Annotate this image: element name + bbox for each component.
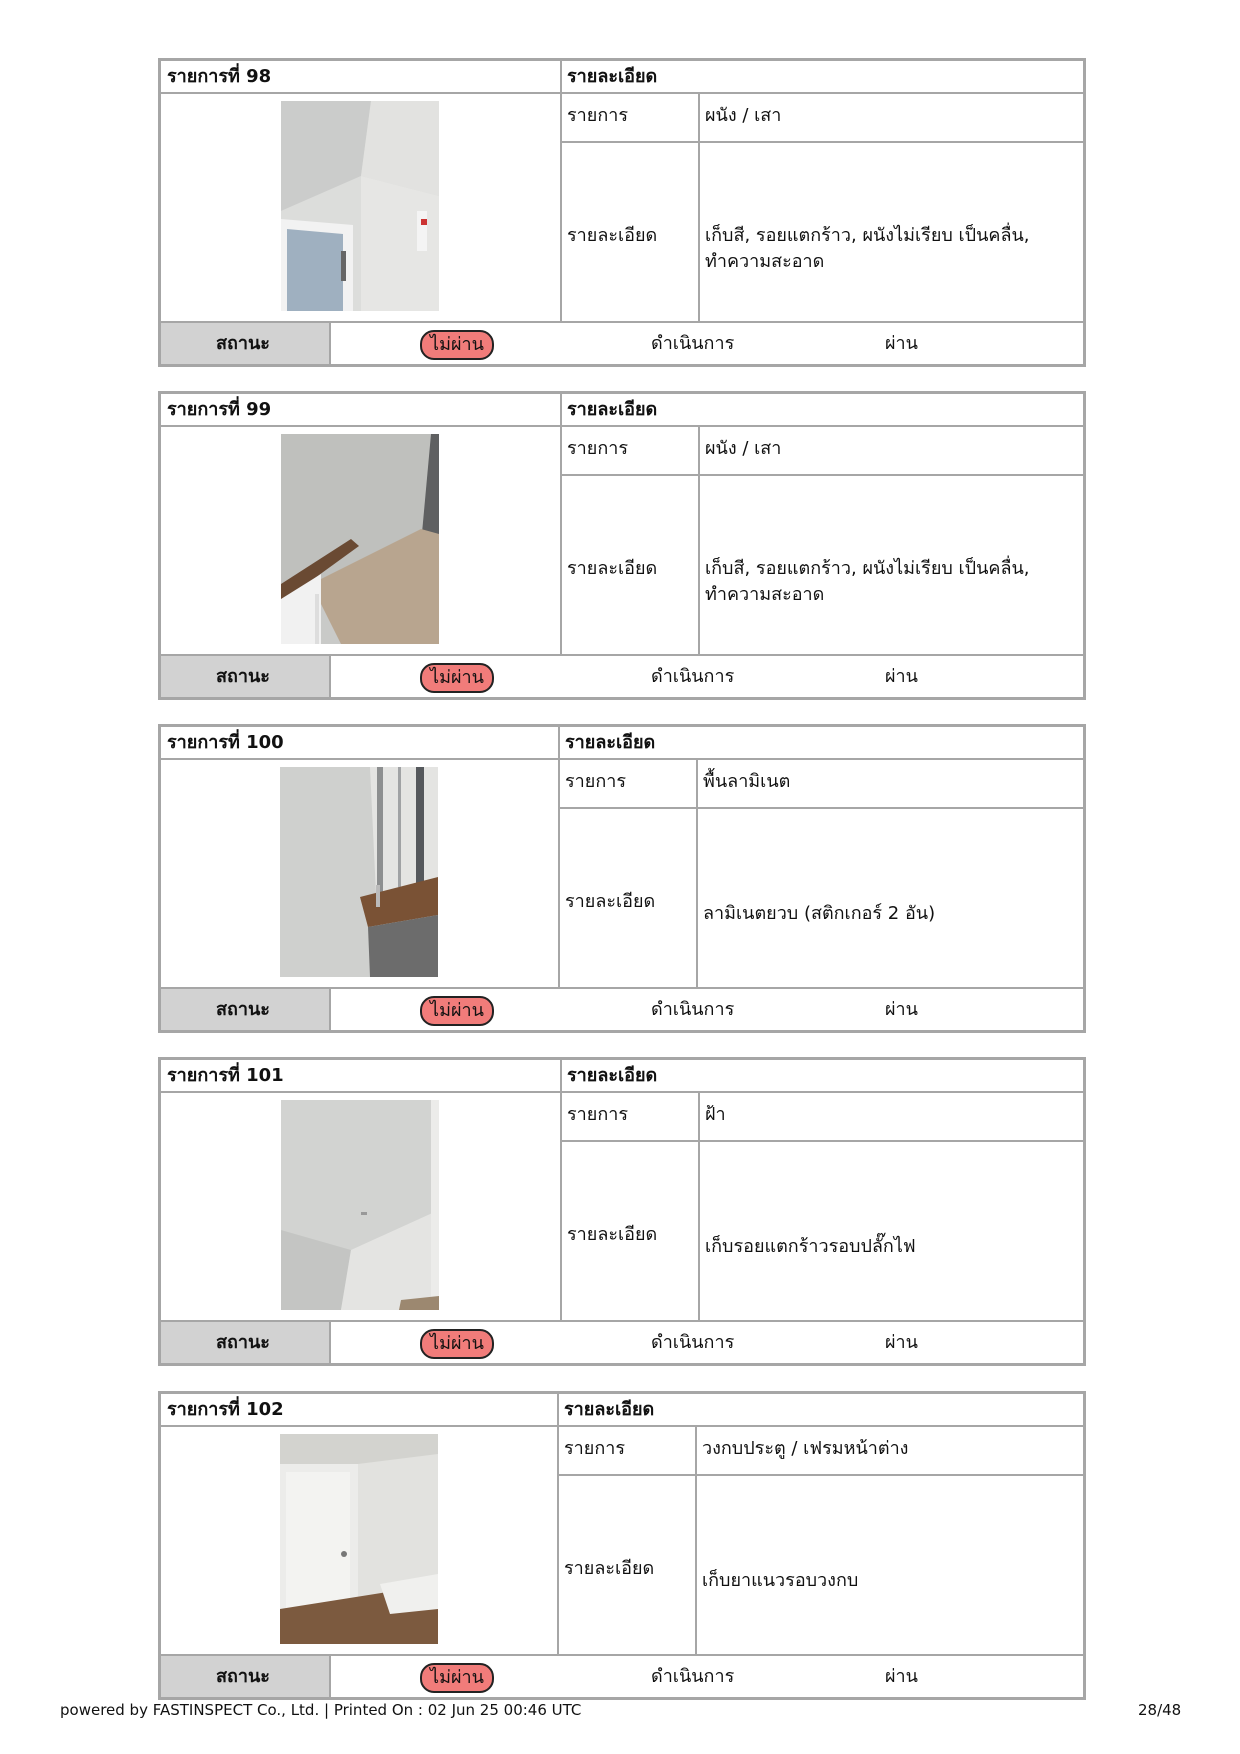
detail-header: รายละเอียด — [565, 732, 656, 753]
row-item-label: รายการ — [564, 1438, 625, 1459]
status-in-progress-option[interactable]: ดำเนินการ — [651, 666, 735, 687]
status-label: สถานะ — [216, 333, 270, 354]
detail-line-1: เก็บสี, รอยแตกร้าว, ผนังไม่เรียบ เป็นคลื่น, — [705, 225, 1030, 246]
item-number: รายการที่ 101 — [167, 1065, 284, 1086]
row-item-label: รายการ — [565, 771, 626, 792]
item-value: ฝ้า — [705, 1104, 726, 1125]
detail-line-2: ลามิเนตยวบ (สติกเกอร์ 2 อัน) — [703, 903, 936, 924]
ceiling-door-photo — [281, 101, 439, 311]
page-number: 28/48 — [1138, 1701, 1182, 1719]
status-fail-badge[interactable]: ไม่ผ่าน — [420, 996, 494, 1026]
row-item-label: รายการ — [567, 1104, 628, 1125]
row-detail-label: รายละเอียด — [567, 1224, 658, 1245]
inspection-card — [158, 724, 1086, 1033]
status-pass-option[interactable]: ผ่าน — [885, 999, 918, 1020]
status-fail-badge[interactable]: ไม่ผ่าน — [420, 330, 494, 360]
status-label: สถานะ — [216, 1666, 270, 1687]
inspection-card — [158, 391, 1086, 700]
item-value: พื้นลามิเนต — [703, 771, 791, 792]
status-fail-badge[interactable]: ไม่ผ่าน — [420, 1329, 494, 1359]
row-detail-label: รายละเอียด — [564, 1558, 655, 1579]
inspection-card — [158, 1391, 1086, 1700]
status-in-progress-option[interactable]: ดำเนินการ — [651, 999, 735, 1020]
status-pass-option[interactable]: ผ่าน — [885, 1666, 918, 1687]
status-label: สถานะ — [216, 1332, 270, 1353]
footer-credit: powered by FASTINSPECT Co., Ltd. | Printed On : 02 Jun 25 00:46 UTC — [60, 1701, 582, 1719]
stair-railing-photo — [280, 767, 438, 977]
detail-header: รายละเอียด — [567, 66, 658, 87]
item-number: รายการที่ 99 — [167, 399, 272, 420]
status-fail-badge[interactable]: ไม่ผ่าน — [420, 663, 494, 693]
row-detail-label: รายละเอียด — [565, 891, 656, 912]
inspection-card — [158, 58, 1086, 367]
status-label: สถานะ — [216, 999, 270, 1020]
inspection-card — [158, 1057, 1086, 1366]
row-detail-label: รายละเอียด — [567, 558, 658, 579]
status-in-progress-option[interactable]: ดำเนินการ — [651, 1332, 735, 1353]
detail-line-2: เก็บรอยแตกร้าวรอบปลั๊กไฟ — [705, 1236, 916, 1257]
item-number: รายการที่ 98 — [167, 66, 272, 87]
detail-line-2: เก็บยาแนวรอบวงกบ — [702, 1570, 859, 1591]
item-value: ผนัง / เสา — [705, 105, 782, 126]
status-pass-option[interactable]: ผ่าน — [885, 666, 918, 687]
row-item-label: รายการ — [567, 105, 628, 126]
item-value: ผนัง / เสา — [705, 438, 782, 459]
status-label: สถานะ — [216, 666, 270, 687]
item-number: รายการที่ 102 — [167, 1399, 284, 1420]
detail-line-2: ทำความสะอาด — [705, 584, 825, 605]
stair-wall-photo — [281, 434, 439, 644]
detail-header: รายละเอียด — [564, 1399, 655, 1420]
detail-header: รายละเอียด — [567, 399, 658, 420]
row-item-label: รายการ — [567, 438, 628, 459]
status-fail-badge[interactable]: ไม่ผ่าน — [420, 1663, 494, 1693]
row-detail-label: รายละเอียด — [567, 225, 658, 246]
detail-header: รายละเอียด — [567, 1065, 658, 1086]
status-in-progress-option[interactable]: ดำเนินการ — [651, 1666, 735, 1687]
status-pass-option[interactable]: ผ่าน — [885, 1332, 918, 1353]
item-number: รายการที่ 100 — [167, 732, 284, 753]
status-pass-option[interactable]: ผ่าน — [885, 333, 918, 354]
status-in-progress-option[interactable]: ดำเนินการ — [651, 333, 735, 354]
door-frame-photo — [280, 1434, 438, 1644]
detail-line-1: เก็บสี, รอยแตกร้าว, ผนังไม่เรียบ เป็นคลื่น, — [705, 558, 1030, 579]
item-value: วงกบประตู / เฟรมหน้าต่าง — [702, 1438, 909, 1459]
ceiling-corner-photo — [281, 1100, 439, 1310]
detail-line-2: ทำความสะอาด — [705, 251, 825, 272]
